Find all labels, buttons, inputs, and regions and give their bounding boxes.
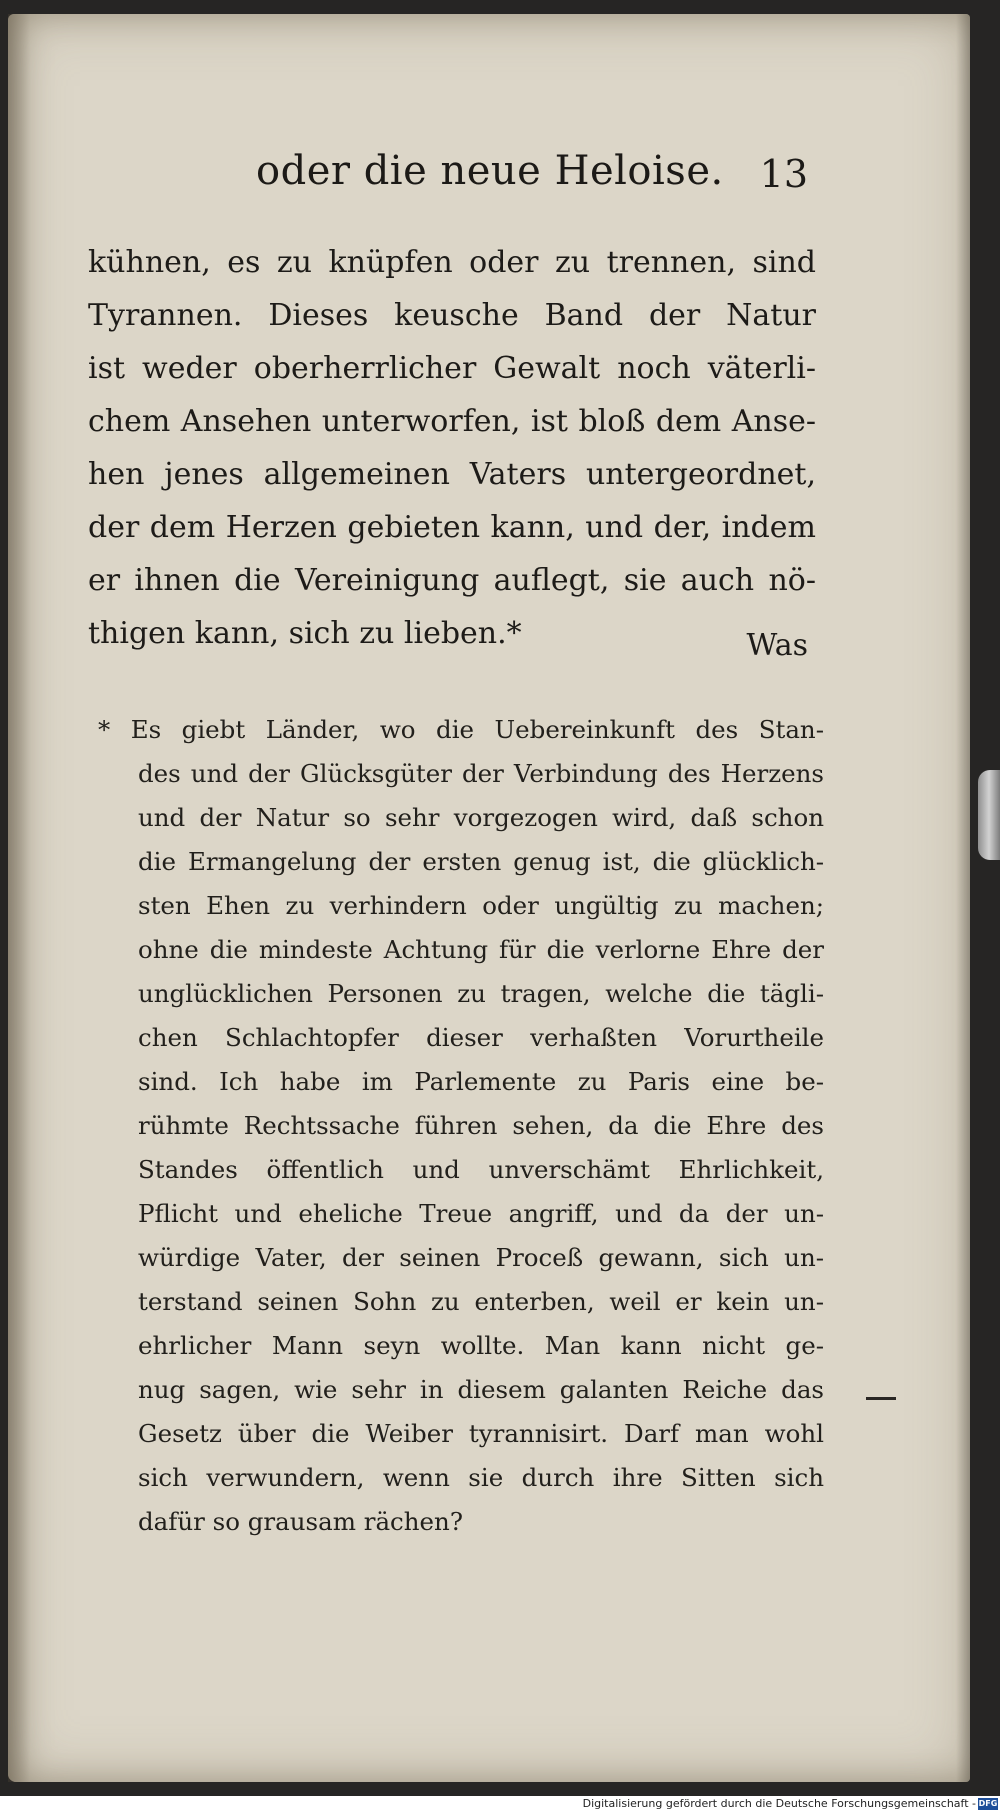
text-line: thigen kann, sich zu lieben.* xyxy=(88,616,522,651)
page-clip xyxy=(978,770,1000,860)
page-edge-shadow xyxy=(956,14,970,1782)
running-head xyxy=(88,148,808,208)
footnote-line: würdige Vater, der seinen Proceß gewann, sich un- xyxy=(138,1243,824,1272)
footnote-line: nug sagen, wie sehr in diesem galanten Reiche das xyxy=(138,1375,824,1404)
text-line: der dem Herzen gebieten kann, und der, indem xyxy=(88,510,816,545)
main-text-block xyxy=(88,236,816,660)
text-line: ist weder oberherrlicher Gewalt noch väterli- xyxy=(88,351,816,386)
footnote-line: unglücklichen Personen zu tragen, welche die tägli- xyxy=(138,979,824,1008)
footnote-line: chen Schlachtopfer dieser verhaßten Vorurtheile xyxy=(138,1023,824,1052)
footnote-line: sich verwundern, wenn sie durch ihre Sitten sich xyxy=(138,1463,824,1492)
text-line: er ihnen die Vereinigung auflegt, sie auch nö- xyxy=(88,563,816,598)
footnote-line: Standes öffentlich und unverschämt Ehrlichkeit, xyxy=(138,1155,824,1184)
dfg-logo-badge: DFG xyxy=(978,1799,998,1808)
footnote-line: die Ermangelung der ersten genug ist, die glücklich- xyxy=(138,847,824,876)
footnote-line: rühmte Rechtssache führen sehen, da die Ehre des xyxy=(138,1111,824,1140)
text-line: kühnen, es zu knüpfen oder zu trennen, sind xyxy=(88,245,816,280)
footnote-line: sten Ehen zu verhindern oder ungültig zu machen; xyxy=(138,891,824,920)
catchword: Was xyxy=(746,628,808,663)
footnote-line: ohne die mindeste Achtung für die verlorne Ehre der xyxy=(138,935,824,964)
footnote-line: ehrlicher Mann seyn wollte. Man kann nicht ge- xyxy=(138,1331,824,1360)
page-gutter-shadow xyxy=(8,14,30,1782)
page-number: 13 xyxy=(759,152,808,196)
footnote-line: und der Natur so sehr vorgezogen wird, daß schon xyxy=(138,803,824,832)
text-line: Tyrannen. Dieses keusche Band der Natur xyxy=(88,298,816,333)
footnote-line: sind. Ich habe im Parlemente zu Paris eine be- xyxy=(138,1067,824,1096)
footnote-line: Pflicht und eheliche Treue angriff, und da der un- xyxy=(138,1199,824,1228)
footnote-line: terstand seinen Sohn zu enterben, weil er kein un- xyxy=(138,1287,824,1316)
footnote-line: des und der Glücksgüter der Verbindung des Herzens xyxy=(138,759,824,788)
footnote-line: dafür so grausam rächen? xyxy=(138,1507,463,1536)
footnote-block xyxy=(98,708,824,1544)
footnote-line: Gesetz über die Weiber tyrannisirt. Darf man wohl xyxy=(138,1419,824,1448)
text-line: chem Ansehen unterworfen, ist bloß dem Anse- xyxy=(88,404,816,439)
digitization-credit: Digitalisierung gefördert durch die Deutsche Forschungsgemeinschaft - xyxy=(582,1797,976,1810)
text-line: hen jenes allgemeinen Vaters untergeordnet, xyxy=(88,457,816,492)
margin-mark xyxy=(866,1397,896,1400)
footnote-line: * Es giebt Länder, wo die Uebereinkunft des Stan- xyxy=(98,715,824,744)
running-title: oder die neue Heloise. xyxy=(256,148,724,194)
